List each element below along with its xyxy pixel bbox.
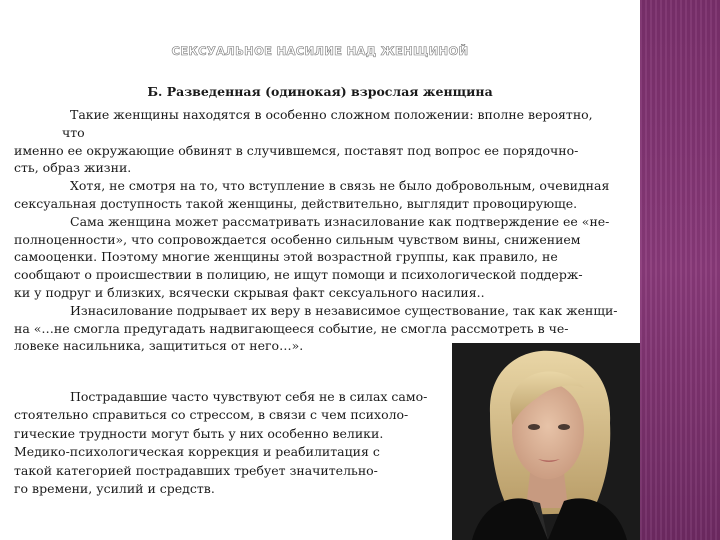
body-line: ловеке насильника, защититься от него…». <box>14 338 304 354</box>
body-line: именно ее окружающие обвинят в случившемся, поставят под вопрос ее порядочно- <box>14 142 579 158</box>
lower-line: гические трудности могут быть у них особенно велики. <box>14 425 384 441</box>
body-line: сексуальная доступность такой женщины, действительно, выглядит провоцирующе. <box>14 195 578 211</box>
lower-line: го времени, усилий и средств. <box>14 481 215 497</box>
body-line: Изнасилование подрывает их веру в независимое существование, так как женщи- <box>70 302 618 318</box>
slide-title: СЕКСУАЛЬНОЕ НАСИЛИЕ НАД ЖЕНЩИНОЙ <box>171 44 469 58</box>
lower-line: такой категорией пострадавших требует значительно- <box>14 462 378 478</box>
body-line: Такие женщины находятся в особенно сложном положении: вполне вероятно, <box>70 107 593 122</box>
portrait-image <box>452 343 640 540</box>
lower-paragraph <box>14 388 444 498</box>
lower-line: Пострадавшие часто чувствуют себя не в силах само- <box>70 389 428 404</box>
body-line: сть, образ жизни. <box>14 160 132 176</box>
portrait-photo <box>452 343 640 540</box>
lower-line: Медико-психологическая коррекция и реабилитация с <box>14 444 380 460</box>
body-line: сообщают о происшествии в полицию, не ищут помощи и психологической поддерж- <box>14 267 583 283</box>
body-line: Сама женщина может рассматривать изнасилование как подтверждение ее «не- <box>70 213 610 229</box>
body-line: полноценности», что сопровождается особенно сильным чувством вины, снижением <box>14 231 581 247</box>
body-line: ки у подруг и близких, всячески скрывая факт сексуального насилия.. <box>14 284 485 300</box>
body-line: на «…не смогла предугадать надвигающееся событие, не смогла рассмотреть в че- <box>14 320 569 336</box>
body-line: что <box>62 124 85 140</box>
body-line: самооценки. Поэтому многие женщины этой возрастной группы, как правило, не <box>14 249 558 265</box>
body-line: Хотя, не смотря на то, что вступление в связь не было добровольным, очевидная <box>70 178 610 194</box>
decorative-sidebar <box>640 0 720 540</box>
body-text <box>14 106 630 355</box>
slide-subtitle: Б. Разведенная (одинокая) взрослая женщина <box>147 84 493 99</box>
lower-line: стоятельно справиться со стрессом, в связи с чем психоло- <box>14 407 409 423</box>
